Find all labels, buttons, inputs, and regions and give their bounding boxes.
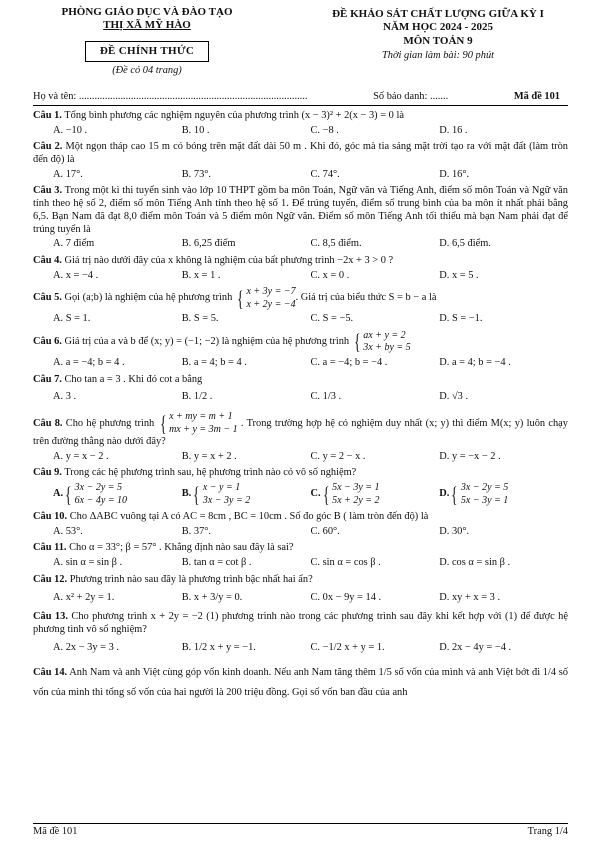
question-label: Câu 9. xyxy=(33,467,62,479)
brace-icon: { xyxy=(237,285,244,311)
answer-option[interactable]: D. S = −1. xyxy=(439,313,483,325)
equation: x + 2y = −4 xyxy=(246,298,296,310)
answer-option[interactable]: D. a = 4; b = −4 . xyxy=(439,356,511,368)
answer-option[interactable]: A. 7 điểm xyxy=(53,238,95,250)
answer-option[interactable]: A. x² + 2y = 1. xyxy=(53,591,115,603)
question-3 xyxy=(33,185,568,236)
question-text: Cho α = 33°; β = 57° . Khẳng định nào sau đây là sai? xyxy=(69,542,294,554)
header-left xyxy=(33,6,261,90)
answer-option[interactable]: B. 73°. xyxy=(181,168,212,180)
question-12 xyxy=(33,574,568,587)
answer-option[interactable]: A. y = x − 2 . xyxy=(53,450,109,462)
question-5 xyxy=(33,286,568,311)
question-6 xyxy=(33,330,568,355)
name-field[interactable]: Họ và tên: ........................................................................................ xyxy=(33,91,308,103)
answer-option[interactable]: A. { 3x − 2y = 5 6x − 4y = 10 xyxy=(53,481,128,507)
footer-exam-code: Mã đề 101 xyxy=(33,826,78,837)
answer-option[interactable]: C. S = −5. xyxy=(310,313,354,325)
question-text: Anh Nam và anh Việt cùng góp vốn kinh doanh. Nếu anh Nam tăng thêm 1/5 số vốn của mình và anh Việt bớt đi 1/4 số vốn của mình thì tổng số vốn của hai người là 200 triệu đồng. Gọi số vốn ban đầu của anh xyxy=(33,667,568,699)
equation-system xyxy=(235,286,296,311)
answer-option[interactable]: A. a = −4; b = 4 . xyxy=(53,356,125,368)
question-text: Một ngọn tháp cao 15 m có bóng trên mặt đất dài 50 m . Khi đó, góc mà tia sáng mặt trời tạo ra với mặt đất (làm tròn đến độ) là xyxy=(33,141,568,166)
answer-option[interactable]: A. 3 . xyxy=(53,391,77,403)
question-label: Câu 1. xyxy=(33,110,62,121)
answer-option[interactable]: D. { 3x − 2y = 5 5x − 3y = 1 xyxy=(439,481,509,507)
question-text: Giá trị nào dưới đây của x không là nghiệm của bất phương trình −2x + 3 > 0 ? xyxy=(64,254,394,266)
answer-option[interactable]: B. a = 4; b = 4 . xyxy=(181,356,247,368)
answer-option[interactable]: C. −1/2 x + y = 1. xyxy=(310,641,385,653)
equation-system: { 3x − 2y = 5 6x − 4y = 10 xyxy=(65,481,128,507)
answer-option[interactable]: D. √3 . xyxy=(439,391,469,403)
answer-option[interactable]: C. sin α = cos β . xyxy=(310,557,381,569)
question-4 xyxy=(33,255,568,268)
question-label: Câu 7. xyxy=(33,373,62,385)
answer-option[interactable]: C. 8,5 điểm. xyxy=(310,238,362,250)
answers-11 xyxy=(33,557,568,570)
equation-system xyxy=(352,330,411,355)
answer-option[interactable]: D. 30°. xyxy=(439,525,470,537)
question-text: Trong các hệ phương trình sau, hệ phương trình nào có vô số nghiệm? xyxy=(64,467,357,479)
question-label: Câu 14. xyxy=(33,667,68,679)
question-text: . Giá trị của biểu thức S = b − a là xyxy=(295,292,437,304)
question-11 xyxy=(33,542,568,555)
question-14 xyxy=(33,663,568,703)
equation-system: { 5x − 3y = 1 5x + 2y = 2 xyxy=(322,481,380,507)
answer-option[interactable]: D. 2x − 4y = −4 . xyxy=(439,641,512,653)
equation-system: { x − y = 1 3x − 3y = 2 xyxy=(193,481,251,507)
answers-4 xyxy=(33,270,568,283)
brace-icon: { xyxy=(193,481,200,507)
answer-option[interactable]: D. x = 5 . xyxy=(439,269,479,281)
answer-option[interactable]: B. 1/2 . xyxy=(181,391,213,403)
answers-8 xyxy=(33,451,568,464)
equation: mx + y = 3m − 1 xyxy=(169,423,238,435)
time-limit: Thời gian làm bài: 90 phút xyxy=(381,50,495,62)
answer-option[interactable]: B. S = 5. xyxy=(181,313,219,325)
answer-option[interactable]: B. 6,25 điểm xyxy=(181,238,236,250)
town-name: THỊ XÃ MỸ HÀO xyxy=(103,19,191,32)
exam-code: Mã đề 101 xyxy=(513,91,560,103)
exam-header xyxy=(33,6,568,90)
answer-option[interactable]: B. 1/2 x + y = −1. xyxy=(181,641,256,653)
page-footer xyxy=(33,823,568,839)
official-badge: ĐỀ CHÍNH THỨC xyxy=(85,41,209,62)
question-label: Câu 5. xyxy=(33,292,62,304)
exam-title: ĐỀ KHẢO SÁT CHẤT LƯỢNG GIỮA KỲ I xyxy=(332,8,544,20)
question-text: . Trong trường hợp hệ có nghiệm duy nhất (x; y) thì điểm M(x; y) luôn chạy trên đường thẳng nào dưới đây? xyxy=(33,417,568,447)
page-number: Trang 1/4 xyxy=(527,826,568,837)
question-text: Tổng bình phương các nghiệm nguyên của phương trình (x − 3)² + 2(x − 3) = 0 là xyxy=(64,110,404,121)
equation-system xyxy=(158,411,238,436)
equation: x + my = m + 1 xyxy=(169,411,233,422)
question-2 xyxy=(33,141,568,166)
question-7 xyxy=(33,374,568,387)
question-10 xyxy=(33,511,568,524)
answer-option[interactable]: A. x = −4 . xyxy=(53,269,99,281)
question-label: Câu 12. xyxy=(33,573,68,585)
answer-option[interactable]: C. y = 2 − x . xyxy=(310,450,366,462)
subject: MÔN TOÁN 9 xyxy=(403,34,473,47)
answers-10 xyxy=(33,526,568,539)
answer-option[interactable]: B. x + 3/y = 0. xyxy=(181,591,243,603)
answers-9 xyxy=(33,482,568,507)
answer-option[interactable]: C. 60°. xyxy=(310,525,340,537)
question-1 xyxy=(33,110,568,123)
answer-option[interactable]: D. cos α = sin β . xyxy=(439,557,511,569)
pages-note: (Đề có 04 trang) xyxy=(112,65,182,77)
answer-option[interactable]: D. xy + x = 3 . xyxy=(439,591,501,603)
answer-option[interactable]: C. −8 . xyxy=(310,124,339,136)
equation: 3x + by = 5 xyxy=(363,342,411,354)
answer-option[interactable]: A. S = 1. xyxy=(53,313,91,325)
question-text: Cho hệ phương trình xyxy=(65,417,155,429)
student-info xyxy=(33,90,568,106)
question-label: Câu 2. xyxy=(33,141,63,153)
answer-option[interactable]: A. sin α = sin β . xyxy=(53,557,123,569)
answer-option[interactable]: D. 6,5 điểm. xyxy=(439,238,491,250)
answers-6 xyxy=(33,357,568,370)
question-label: Câu 10. xyxy=(33,511,68,523)
answer-option[interactable]: B. y = x + 2 . xyxy=(181,450,237,462)
answers-12 xyxy=(33,592,568,605)
question-text: Cho phương trình x + 2y = −2 (1) phương trình nào trong các phương trình sau đây khi kết hợp với (1) để được hệ phương tình vô số nghiệm? xyxy=(33,611,568,635)
question-9 xyxy=(33,467,568,480)
answer-option[interactable]: D. 16°. xyxy=(439,168,470,180)
school-year: NĂM HỌC 2024 - 2025 xyxy=(383,21,493,34)
answer-option[interactable]: C. 0x − 9y = 14 . xyxy=(310,591,382,603)
answer-option[interactable]: C. a = −4; b = −4 . xyxy=(310,356,388,368)
answer-option[interactable]: C. 1/3 . xyxy=(310,391,342,403)
brace-icon: { xyxy=(451,481,458,507)
question-label: Câu 3. xyxy=(33,185,63,197)
answers-13 xyxy=(33,642,568,655)
answer-option[interactable]: C. { 5x − 3y = 1 5x + 2y = 2 xyxy=(310,481,380,507)
question-label: Câu 8. xyxy=(33,417,63,429)
question-13 xyxy=(33,611,568,636)
brace-icon: { xyxy=(322,481,330,507)
question-text: Phương trình nào sau đây là phương trình bậc nhất hai ẩn? xyxy=(69,573,313,585)
answer-option[interactable]: B. x = 1 . xyxy=(181,269,221,281)
answer-option[interactable]: D. y = −x − 2 . xyxy=(439,450,501,462)
dept-name: PHÒNG GIÁO DỤC VÀ ĐÀO TẠO xyxy=(61,6,233,18)
answer-option[interactable]: C. 74°. xyxy=(310,168,340,180)
answer-option[interactable]: B. { x − y = 1 3x − 3y = 2 xyxy=(181,481,251,507)
answer-option[interactable]: B. 10 . xyxy=(181,124,210,136)
answers-3 xyxy=(33,238,568,251)
equation-system: { 3x − 2y = 5 5x − 3y = 1 xyxy=(451,481,509,507)
answer-option[interactable]: A. 2x − 3y = 3 . xyxy=(53,641,119,653)
equation: ax + y = 2 xyxy=(363,329,406,341)
answer-option[interactable]: C. x = 0 . xyxy=(310,269,350,281)
brace-icon: { xyxy=(65,481,72,507)
answers-7 xyxy=(33,391,568,404)
question-text: Trong một kì thi tuyển sinh vào lớp 10 THPT gồm ba môn Toán, Ngữ văn và Tiếng Anh, điểm số môn Toán và Ngữ văn tính theo hệ số 2, điểm số môn Tiếng Anh tính theo hệ số 1. Để trúng tuyển, điểm số trung bình của ba môn ít nhất phải bằng 6,5. Bạn Nam đã đạt 8,0 điểm môn Toán và 5 điểm môn Ngữ văn. Điểm số môn Tiếng Anh tối thiểu mà bạn Nam phải đạt để trúng tuyển là xyxy=(33,185,568,235)
answer-option[interactable]: B. 37°. xyxy=(181,525,212,537)
answer-option[interactable]: D. 16 . xyxy=(439,124,468,136)
candidate-id-field[interactable]: Số báo danh: ....... xyxy=(373,91,449,103)
question-label: Câu 11. xyxy=(33,542,67,554)
answer-option[interactable]: A. −10 . xyxy=(53,124,88,136)
answer-option[interactable]: B. tan α = cot β . xyxy=(181,557,252,569)
equation: x + 3y = −7 xyxy=(246,286,296,298)
question-label: Câu 4. xyxy=(33,254,62,266)
answers-1 xyxy=(33,125,568,138)
brace-icon: { xyxy=(159,410,166,436)
answer-option[interactable]: A. 53°. xyxy=(53,525,83,537)
header-right xyxy=(308,6,568,90)
question-8 xyxy=(33,411,568,449)
question-text: Giá trị của a và b để (x; y) = (−1; −2) là nghiệm của hệ phương trình xyxy=(64,336,350,348)
brace-icon: { xyxy=(353,329,361,355)
question-text: Cho ΔABC vuông tại A có AC = 8cm , BC = 10cm . Số đo góc B ( làm tròn đến độ) là xyxy=(69,511,429,523)
question-label: Câu 6. xyxy=(33,336,62,348)
question-text: Gọi (a;b) là nghiệm của hệ phương trình xyxy=(64,292,233,304)
answer-option[interactable]: A. 17°. xyxy=(53,168,83,180)
answers-2 xyxy=(33,169,568,182)
answers-5 xyxy=(33,313,568,326)
question-text: Cho tan a = 3 . Khi đó cot a bằng xyxy=(64,373,203,385)
question-label: Câu 13. xyxy=(33,611,68,623)
